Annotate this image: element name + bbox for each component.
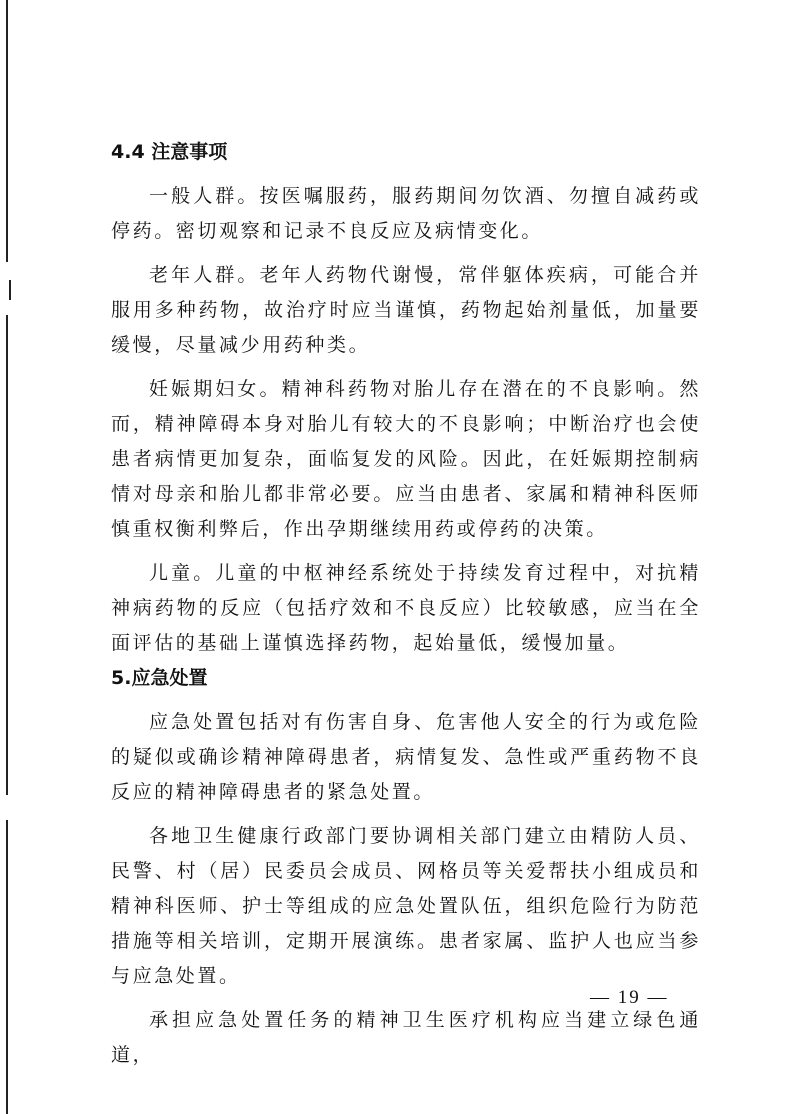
page-content (111, 135, 701, 1073)
paragraph-green-channel: 承担应急处置任务的精神卫生医疗机构应当建立绿色通道， (111, 1009, 701, 1066)
paragraph-elderly: 老年人群。老年人药物代谢慢，常伴躯体疾病，可能合并服用多种药物，故治疗时应当谨慎，药物起始剂量低，加量要缓慢，尽量减少用药种类。 (111, 264, 701, 356)
paragraph-emergency-team: 各地卫生健康行政部门要协调相关部门建立由精防人员、民警、村（居）民委员会成员、网格员等关爱帮扶小组成员和精神科医师、护士等组成的应急处置队伍，组织危险行为防范措施等相关培训，定期开展演练。患者家属、监护人也应当参与应急处置。 (111, 825, 701, 987)
binding-margin-line (6, 315, 8, 795)
paragraph-emergency-scope: 应急处置包括对有伤害自身、危害他人安全的行为或危险的疑似或确诊精神障碍患者，病情复发、急性或严重药物不良反应的精神障碍患者的紧急处置。 (111, 711, 701, 803)
binding-margin-line (9, 280, 11, 300)
section-heading-4-4: 4.4 注意事项 (111, 141, 228, 163)
page-number: — 19 — (590, 987, 669, 1008)
paragraph-pregnant-women: 妊娠期妇女。精神科药物对胎儿存在潜在的不良影响。然而，精神障碍本身对胎儿有较大的不良影响；中断治疗也会使患者病情更加复杂，面临复发的风险。因此，在妊娠期控制病情对母亲和胎儿都非常必要。应当由患者、家属和精神科医师慎重权衡利弊后，作出孕期继续用药或停药的决策。 (111, 378, 701, 540)
section-heading-5: 5.应急处置 (111, 667, 208, 689)
binding-margin-line (6, 0, 8, 262)
paragraph-children: 儿童。儿童的中枢神经系统处于持续发育过程中，对抗精神病药物的反应（包括疗效和不良反应）比较敏感，应当在全面评估的基础上谨慎选择药物，起始量低，缓慢加量。 (111, 562, 701, 654)
binding-margin-line (6, 820, 8, 1114)
paragraph-general-population: 一般人群。按医嘱服药，服药期间勿饮酒、勿擅自减药或停药。密切观察和记录不良反应及病情变化。 (111, 185, 701, 242)
